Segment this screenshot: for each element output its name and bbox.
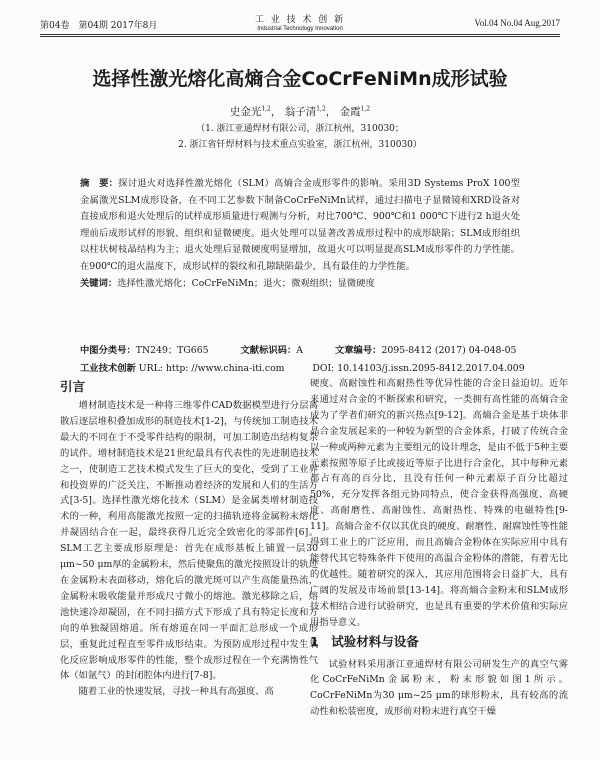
intro-paragraph-1: 增材制造技术是一种将三维零件CAD数据模型进行分层离散后逐层堆积叠加成形的制造技术[1-2]，与传统加工制造技术最大的不同在于不受零件结构的限制，可加工制造出结构复杂的试件。增材制造技术是21世纪最具有代表性的先进制造技术之一，使制造工艺技术模式发生了巨大的变化，受到了工业界和投资界的广泛关注，不断推动着经济的发展和人们的生活方式[3-5]。选择性激光熔化技术（SLM）是金属类增材制造技术的一种，利用高能激光按照一定的扫描轨迹将金属粉末熔化并凝固结合在一起，最终获得几近完全致密化的零部件[6]。SLM工艺主要成形原理是：首先在成形基板上铺置一层30 μm~50 μm厚的金属粉末，然后使聚焦的激光按照设计的轨迹在金属粉末表面移动，熔化后的激光斑可以产生高能量热流，金属粉末吸收能量并形成尺寸微小的熔池。激光移除之后，熔池快速冷却凝固，在不同扫描方式下形成了具有特定长度和方向的单独凝固熔道。所有熔道在同一平面汇总形成一个成形层，重复此过程直至零件成形结束。为预防成形过程中发生氧化反应影响成形零件的性能，整个成形过程在一个充满惰性气体（如氩气）的封闭腔体内进行[7-8]。 [60,400,318,682]
section-heading-1: 1 试验材料与设备 [310,633,419,649]
header-journal-en: Industrial Technology Innovation [257,26,343,32]
author-affil-mark: 1,2 [316,105,326,113]
classification-line [80,342,540,356]
author-name: 金霞 [339,106,361,118]
affiliation-1: （1. 浙江亚通焊材有限公司，浙江杭州，310030； [196,124,404,134]
running-header [40,12,560,34]
author-line: 史金光$^{1,2}$， 翁子清$^{1,2}$， 金霞$^{1,2}$ [229,105,371,118]
keywords-text: 选择性激光熔化；CoCrFeNiMn；退火；微观组织；显微硬度 [117,277,375,289]
affiliation-2: 2. 浙江省钎焊材料与技术重点实验室，浙江杭州，310030） [178,140,422,150]
abstract [80,176,520,292]
intro-paragraph-2: 随着工业的快速发展，寻找一种具有高强度、高 [78,686,274,698]
url-label: URL: [138,363,163,374]
author-affil-mark: 1,2 [360,105,371,113]
header-volume: Vol.04 No.04 Aug.2017 [474,18,560,28]
journal-name: 工业技术创新 [80,363,136,374]
author-name: 史金光 [229,106,262,118]
article-no-label: 文章编号： [334,345,382,356]
journal-url[interactable]: http: //www.china-iti.com [165,363,285,374]
article-no-value: 2095-8412 (2017) 04-048-05 [381,345,517,356]
doi: DOI: 10.14103/j.issn.2095-8412.2017.04.009 [312,363,525,374]
header-rule-2 [40,36,560,37]
author-affil-mark: 1,2 [261,105,271,113]
journal-line [80,360,540,374]
author-name: 翁子清 [284,106,317,118]
header-rule [40,34,560,35]
clc-value: TN249；TG665 [135,345,209,356]
doc-code-label: 文献标识码： [240,345,297,356]
intro-paragraph-3: 硬度、高耐蚀性和高耐热性等优异性能的合金日益迫切。近年来通过对合金的不断探索和研究，一类拥有高性能的高熵合金成为了学者们研究的新兴热点[9-12]。高熵合金是基于块体非晶合金发展起来的一种较为新型的合金体系，打破了传统合金以一种或两种元素为主要组元的设计理念，是由不低于5种主要元素按照等原子比或接近等原子比进行合金化，其中每种元素都占有高的百分比，且没有任何一种元素原子百分比超过50%，充分发挥各组元协同特点，使合金获得高强度、高硬度、高耐磨性、高耐蚀性、高耐热性、特殊的电磁特性[9-11]。高熵合金不仅以其优良的硬度、耐磨性、耐腐蚀性等性能得到工业上的广泛应用，而且高熵合金粉体在实际应用中具有能替代其它特殊条件下使用的高温合金粉体的潜能，有着无比的优越性。随着研究的深入，其应用范围将会日益扩大，具有广阔的发展及市场前景[13-14]。将高熵合金粉末和SLM成形技术相结合进行试验研究，也是具有重要的学术价值和实际应用指导意义。 [310,378,568,628]
header-journal-cn: 工 业 技 术 创 新 [254,15,346,25]
column-right [310,376,568,720]
section-heading-intro: 引言 [60,379,86,394]
section1-paragraph: 试验材料采用浙江亚通焊材有限公司研发生产的真空气雾化CoCrFeNiMn金属粉末，粉末形貌如图1所示。CoCrFeNiMn为30 μm~25 μm的球形粉末，具有较高的流动性和松装密度，成形前对粉末进行真空干燥 [310,658,568,718]
header-issue: 第04卷 第04期 2017年8月 [40,21,158,31]
doc-code-value: A [296,345,303,356]
clc-label: 中图分类号： [80,345,136,356]
paper-title: 选择性激光熔化高熵合金CoCrFeNiMn成形试验 [92,68,508,90]
abstract-text: 探讨退火对选择性激光熔化（SLM）高熵合金成形零件的影响。采用3D Systems ProX 100型金属激光SLM成形设备，在不同工艺参数下制备CoCrFeNiMn试样，通过扫描电子显微镜和XRD设备对直接成形和退火处理后的试样成形质量进行观测与分析，对比700℃、900℃和1 000℃下进行2 h退火处理前后成形试样的形貌、组织和显微硬度。退火处理可以显著改善成形过程中的成形缺陷；SLM成形组织以柱状树枝晶结构为主；退火处理后显微硬度明显增加，故退火可以明显提高SLM成形零件的力学性能。在900℃的退火温度下，成形试样的裂纹和孔隙缺陷最少，具有最佳的力学性能。 [80,178,520,272]
column-left [60,376,318,700]
keywords-label: 关键词： [80,277,118,289]
abstract-label: 摘 要： [80,178,119,189]
